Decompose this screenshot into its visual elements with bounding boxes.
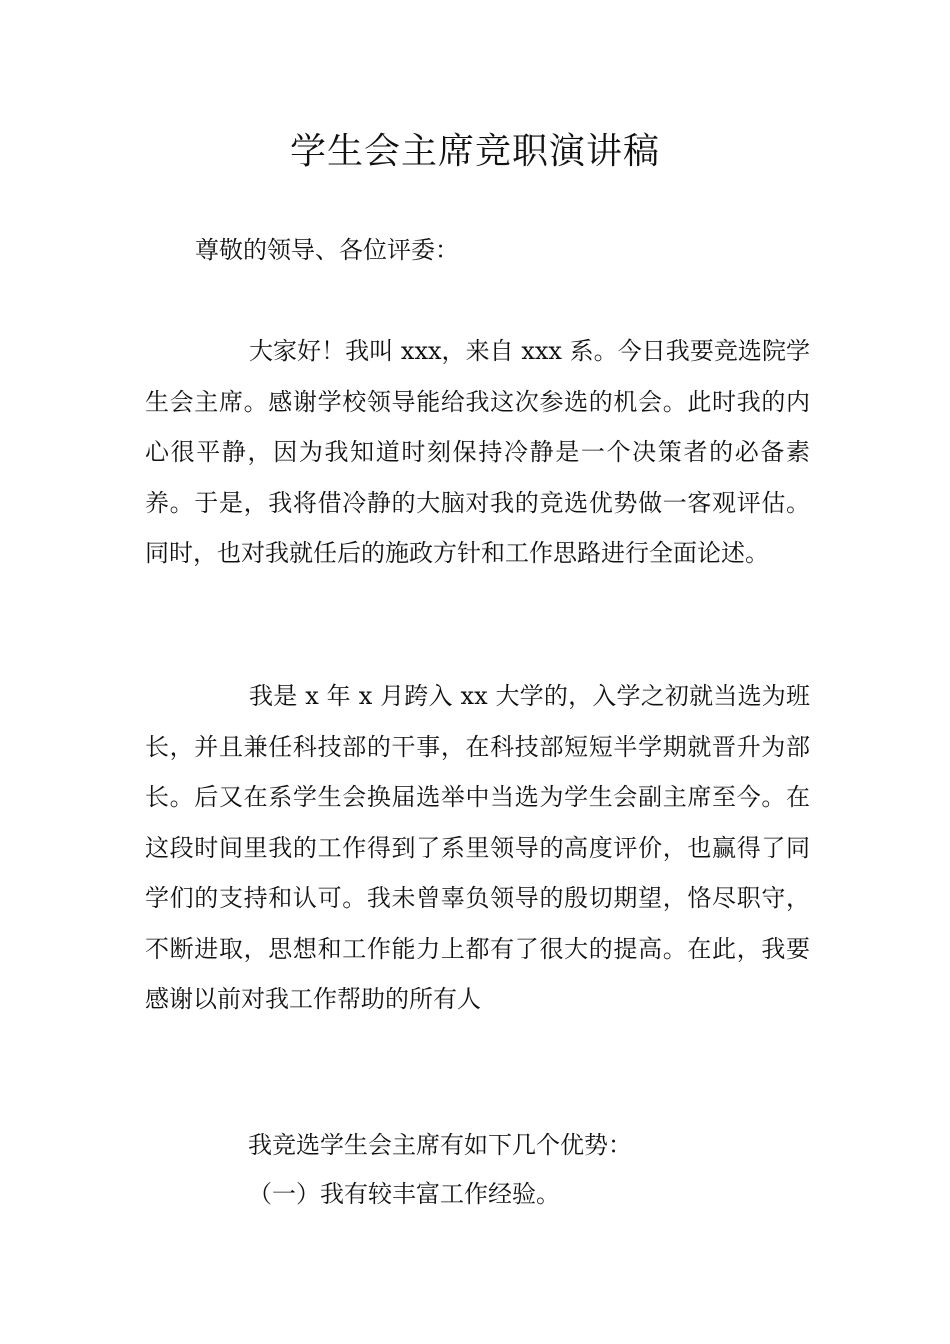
document-title: 学生会主席竞职演讲稿: [289, 131, 660, 172]
salutation: 尊敬的领导、各位评委：: [195, 236, 459, 264]
advantages-heading: 我竞选学生会主席有如下几个优势：: [248, 1131, 632, 1159]
advantage-item: （一）我有较丰富工作经验。: [248, 1180, 560, 1208]
paragraph-experience: 我是 x 年 x 月跨入 xx 大学的，入学之初就当选为班长，并且兼任科技部的干事，在科技部短短半学期就晋升为部长。后又在系学生会换届选举中当选为学生会副主席至今。在这段时间里我的工作得到了系里领导的高度评价，也赢得了同学们的支持和认可。我未曾辜负领导的殷切期望，恪尽职守，不断进取，思想和工作能力上都有了很大的提高。在此，我要感谢以前对我工作帮助的所有人: [145, 682, 810, 1013]
paragraph-introduction: 大家好！我叫 xxx，来自 xxx 系。今日我要竞选院学生会主席。感谢学校领导能给我这次参选的机会。此时我的内心很平静，因为我知道时刻保持冷静是一个决策者的必备素养。于是，我将借冷静的大脑对我的竞选优势做一客观评估。同时，也对我就任后的施政方针和工作思路进行全面论述。: [145, 337, 810, 567]
